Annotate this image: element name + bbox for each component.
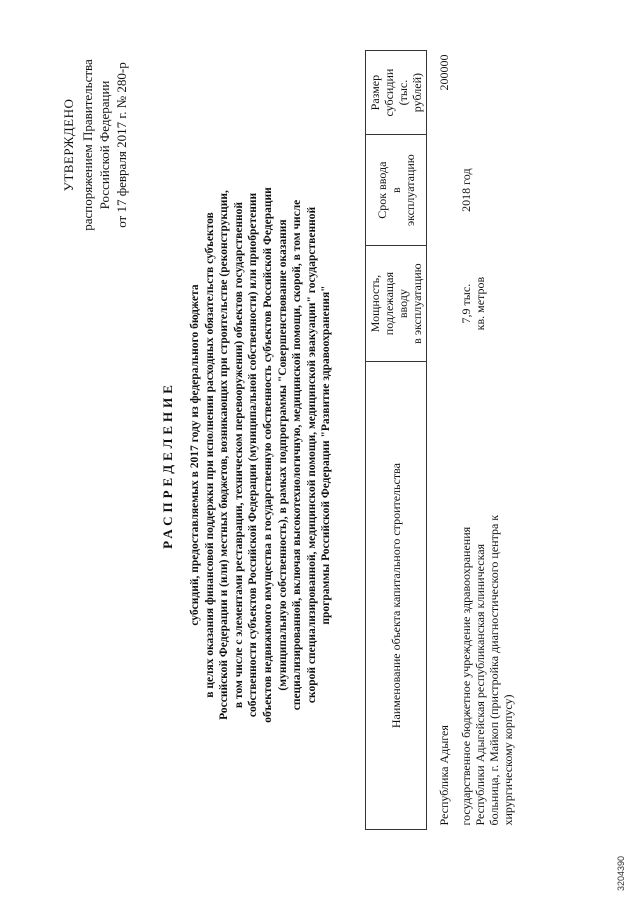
header-text: рублей) [410, 72, 424, 113]
object-name-line: больница, г. Майкоп (пристройка диагностического центра к [487, 514, 501, 826]
subtitle-line: объектов недвижимого имущества в государственную собственность субъектов Российской Федерации [261, 187, 274, 723]
header-text: вводу [396, 289, 410, 319]
header-text: субсидии [382, 68, 396, 117]
subtitle-line: в том числе с элементами реставрации, техническом перевооружении) объектов государственной [232, 201, 245, 709]
table-row [453, 51, 517, 830]
region-term [427, 135, 454, 246]
capacity-line: 7,9 тыс. [459, 283, 473, 324]
object-name-line: Республики Адыгейская республиканская клиническая [473, 543, 487, 826]
region-capacity [427, 246, 454, 362]
header-text: в эксплуатацию [410, 263, 424, 344]
subtitle-line: субсидий, предоставляемых в 2017 году из федерального бюджета [189, 284, 201, 626]
approval-line: распоряжением Правительства [80, 59, 95, 231]
approval-title: УТВЕРЖДЕНО [61, 98, 76, 192]
header-text: Размер [368, 74, 382, 111]
subtitle-line: в целях оказания финансовой поддержки при исполнении расходных обязательств субъектов [203, 212, 216, 698]
object-name-line: хирургическому корпусу) [501, 694, 515, 826]
region-subsidy: 200000 [437, 54, 451, 91]
header-object-name: Наименование объекта капитального строительства [366, 362, 427, 830]
header-capacity [366, 246, 427, 362]
object-name [453, 362, 517, 830]
subtitle-line: Российской Федерации и (или) местных бюджетов, возникающих при строительстве (реконструкции, [218, 190, 231, 720]
subtitle-line: специализированной, включая высокотехнологичную, медицинской помощи, скорой, в том числе [291, 199, 304, 711]
header-text: Мощность, [368, 274, 382, 333]
document-code: 3204390 [616, 855, 626, 891]
subtitle-line: скорой специализированной, медицинской помощи, медицинской эвакуации" государственной [305, 206, 318, 704]
header-text: эксплуатацию [403, 154, 417, 227]
capacity-line: кв. метров [473, 276, 487, 331]
table-row-region [427, 51, 454, 830]
region-name: Республика Адыгея [437, 725, 451, 826]
header-text: Срок ввода [375, 161, 389, 219]
header-commissioning-term [366, 135, 427, 246]
object-subsidy [453, 51, 517, 135]
subtitle-line: (муниципальную собственность), в рамках подпрограммы "Совершенствование оказания [276, 219, 289, 691]
table-header-row [366, 51, 427, 830]
approval-line: Российской Федерации [97, 80, 112, 210]
approval-line: от 17 февраля 2017 г. № 280-р [114, 62, 129, 228]
object-name-line: государственное бюджетное учреждение здравоохранения [459, 526, 473, 826]
header-text: в [389, 187, 403, 193]
document-heading: РАСПРЕДЕЛЕНИЕ [160, 381, 175, 549]
document-subtitle [188, 105, 334, 805]
header-text: подлежащая [382, 272, 396, 336]
header-subsidy-size [366, 51, 427, 135]
subsidy-table [365, 50, 517, 830]
header-text: (тыс. [396, 79, 410, 106]
object-capacity [453, 246, 517, 362]
object-term: 2018 год [459, 168, 473, 212]
subtitle-line: собственности субъектов Российской Федерации (муниципальной собственности) или приобретении [247, 192, 260, 718]
subtitle-line: программы Российской Федерации "Развитие здравоохранения" [320, 285, 333, 625]
approval-stamp [60, 25, 130, 265]
